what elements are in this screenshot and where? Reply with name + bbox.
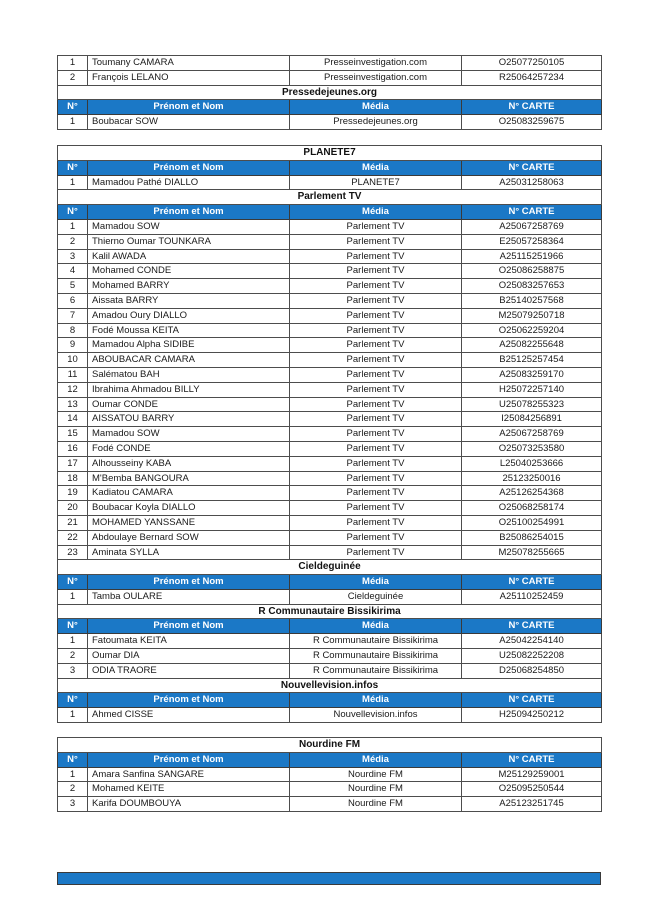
table-row bbox=[58, 249, 602, 264]
section-title-row bbox=[58, 145, 602, 160]
column-header: Média bbox=[290, 752, 462, 767]
section-title-row bbox=[58, 678, 602, 693]
media-cell: R Communautaire Bissikirima bbox=[290, 634, 462, 649]
card-number-cell: R25064257234 bbox=[462, 70, 602, 85]
name-cell: ODIA TRAORE bbox=[88, 663, 290, 678]
section-title: Nourdine FM bbox=[58, 738, 602, 753]
row-number-cell: 20 bbox=[58, 501, 88, 516]
media-cell: Parlement TV bbox=[290, 249, 462, 264]
table-row bbox=[58, 412, 602, 427]
name-cell: Salématou BAH bbox=[88, 367, 290, 382]
row-number-cell: 5 bbox=[58, 279, 88, 294]
column-header-row bbox=[58, 619, 602, 634]
press-card-tables bbox=[57, 55, 602, 812]
table-row bbox=[58, 234, 602, 249]
name-cell: Amadou Oury DIALLO bbox=[88, 308, 290, 323]
media-cell: Nouvellevision.infos bbox=[290, 708, 462, 723]
column-header: N° bbox=[58, 693, 88, 708]
media-cell: Presseinvestigation.com bbox=[290, 70, 462, 85]
row-number-cell: 1 bbox=[58, 589, 88, 604]
row-number-cell: 1 bbox=[58, 767, 88, 782]
column-header: Prénom et Nom bbox=[88, 205, 290, 220]
card-number-cell: M25079250718 bbox=[462, 308, 602, 323]
row-number-cell: 1 bbox=[58, 634, 88, 649]
row-number-cell: 2 bbox=[58, 234, 88, 249]
media-cell: Parlement TV bbox=[290, 279, 462, 294]
card-number-cell: D25068254850 bbox=[462, 663, 602, 678]
table-row bbox=[58, 219, 602, 234]
card-number-cell: B25086254015 bbox=[462, 530, 602, 545]
card-number-cell: H25072257140 bbox=[462, 382, 602, 397]
media-cell: Parlement TV bbox=[290, 264, 462, 279]
column-header: Prénom et Nom bbox=[88, 575, 290, 590]
name-cell: Mamadou Alpha SIDIBE bbox=[88, 338, 290, 353]
name-cell: Tamba OULARE bbox=[88, 589, 290, 604]
card-number-cell: A25110252459 bbox=[462, 589, 602, 604]
next-table-partial-header-bar bbox=[57, 872, 601, 885]
card-number-cell: B25140257568 bbox=[462, 293, 602, 308]
media-cell: Parlement TV bbox=[290, 323, 462, 338]
section-title-row bbox=[58, 560, 602, 575]
row-number-cell: 14 bbox=[58, 412, 88, 427]
media-cell: Parlement TV bbox=[290, 338, 462, 353]
media-cell: R Communautaire Bissikirima bbox=[290, 649, 462, 664]
table-row bbox=[58, 545, 602, 560]
table-row bbox=[58, 589, 602, 604]
media-cell: Parlement TV bbox=[290, 486, 462, 501]
table-row bbox=[58, 634, 602, 649]
row-number-cell: 6 bbox=[58, 293, 88, 308]
media-cell: Parlement TV bbox=[290, 441, 462, 456]
name-cell: Aminata SYLLA bbox=[88, 545, 290, 560]
column-header: Média bbox=[290, 575, 462, 590]
card-number-cell: 25123250016 bbox=[462, 471, 602, 486]
table-row bbox=[58, 397, 602, 412]
table-row bbox=[58, 456, 602, 471]
media-cell: Parlement TV bbox=[290, 412, 462, 427]
table-row bbox=[58, 308, 602, 323]
row-number-cell: 18 bbox=[58, 471, 88, 486]
name-cell: Abdoulaye Bernard SOW bbox=[88, 530, 290, 545]
column-header: Prénom et Nom bbox=[88, 752, 290, 767]
column-header: Prénom et Nom bbox=[88, 693, 290, 708]
row-number-cell: 3 bbox=[58, 797, 88, 812]
row-number-cell: 10 bbox=[58, 353, 88, 368]
card-number-cell: A25042254140 bbox=[462, 634, 602, 649]
row-number-cell: 21 bbox=[58, 515, 88, 530]
row-number-cell: 23 bbox=[58, 545, 88, 560]
card-number-cell: O25100254991 bbox=[462, 515, 602, 530]
name-cell: Kadiatou CAMARA bbox=[88, 486, 290, 501]
name-cell: Mohamed CONDE bbox=[88, 264, 290, 279]
card-number-cell: O25073253580 bbox=[462, 441, 602, 456]
media-cell: PLANETE7 bbox=[290, 175, 462, 190]
section-title: Nouvellevision.infos bbox=[58, 678, 602, 693]
table-row bbox=[58, 264, 602, 279]
table-row bbox=[58, 323, 602, 338]
row-number-cell: 15 bbox=[58, 427, 88, 442]
name-cell: M'Bemba BANGOURA bbox=[88, 471, 290, 486]
media-cell: Nourdine FM bbox=[290, 782, 462, 797]
media-cell: Nourdine FM bbox=[290, 797, 462, 812]
card-number-cell: O25083259675 bbox=[462, 115, 602, 130]
card-number-cell: A25067258769 bbox=[462, 219, 602, 234]
table-row bbox=[58, 441, 602, 456]
table-row bbox=[58, 708, 602, 723]
row-number-cell: 2 bbox=[58, 649, 88, 664]
media-cell: Parlement TV bbox=[290, 293, 462, 308]
name-cell: Mamadou SOW bbox=[88, 219, 290, 234]
row-number-cell: 1 bbox=[58, 219, 88, 234]
card-number-cell: U25078255323 bbox=[462, 397, 602, 412]
column-header: Média bbox=[290, 693, 462, 708]
media-cell: Cieldeguinée bbox=[290, 589, 462, 604]
media-cell: Parlement TV bbox=[290, 397, 462, 412]
media-cell: Parlement TV bbox=[290, 471, 462, 486]
name-cell: Mohamed BARRY bbox=[88, 279, 290, 294]
name-cell: Ibrahima Ahmadou BILLY bbox=[88, 382, 290, 397]
column-header: Média bbox=[290, 160, 462, 175]
card-number-cell: A25115251966 bbox=[462, 249, 602, 264]
card-number-cell: M25129259001 bbox=[462, 767, 602, 782]
section-title: Parlement TV bbox=[58, 190, 602, 205]
row-number-cell: 1 bbox=[58, 115, 88, 130]
media-card-table bbox=[57, 737, 602, 812]
table-row bbox=[58, 293, 602, 308]
column-header-row bbox=[58, 575, 602, 590]
section-title: R Communautaire Bissikirima bbox=[58, 604, 602, 619]
table-row bbox=[58, 530, 602, 545]
row-number-cell: 19 bbox=[58, 486, 88, 501]
card-number-cell: A25031258063 bbox=[462, 175, 602, 190]
row-number-cell: 4 bbox=[58, 264, 88, 279]
column-header: Prénom et Nom bbox=[88, 160, 290, 175]
name-cell: Aissata BARRY bbox=[88, 293, 290, 308]
media-cell: Parlement TV bbox=[290, 501, 462, 516]
name-cell: Ahmed CISSE bbox=[88, 708, 290, 723]
name-cell: Fodé CONDE bbox=[88, 441, 290, 456]
section-title-row bbox=[58, 190, 602, 205]
column-header: Prénom et Nom bbox=[88, 619, 290, 634]
name-cell: ABOUBACAR CAMARA bbox=[88, 353, 290, 368]
table-row bbox=[58, 501, 602, 516]
table-gap bbox=[57, 130, 602, 145]
card-number-cell: U25082252208 bbox=[462, 649, 602, 664]
media-cell: Parlement TV bbox=[290, 308, 462, 323]
table-row bbox=[58, 782, 602, 797]
table-row bbox=[58, 515, 602, 530]
column-header: Prénom et Nom bbox=[88, 100, 290, 115]
card-number-cell: A25083259170 bbox=[462, 367, 602, 382]
media-cell: Presseinvestigation.com bbox=[290, 56, 462, 71]
name-cell: Oumar DIA bbox=[88, 649, 290, 664]
card-number-cell: L25040253666 bbox=[462, 456, 602, 471]
card-number-cell: A25082255648 bbox=[462, 338, 602, 353]
column-header-row bbox=[58, 752, 602, 767]
name-cell: Kalil AWADA bbox=[88, 249, 290, 264]
media-cell: Pressedejeunes.org bbox=[290, 115, 462, 130]
name-cell: Toumany CAMARA bbox=[88, 56, 290, 71]
table-row bbox=[58, 353, 602, 368]
section-title: Cieldeguinée bbox=[58, 560, 602, 575]
card-number-cell: O25077250105 bbox=[462, 56, 602, 71]
media-cell: Nourdine FM bbox=[290, 767, 462, 782]
name-cell: AISSATOU BARRY bbox=[88, 412, 290, 427]
column-header: N° CARTE bbox=[462, 693, 602, 708]
column-header-row bbox=[58, 205, 602, 220]
section-title: PLANETE7 bbox=[58, 145, 602, 160]
table-row bbox=[58, 382, 602, 397]
section-title-row bbox=[58, 85, 602, 100]
row-number-cell: 2 bbox=[58, 70, 88, 85]
card-number-cell: O25086258875 bbox=[462, 264, 602, 279]
media-cell: Parlement TV bbox=[290, 545, 462, 560]
table-row bbox=[58, 338, 602, 353]
table-row bbox=[58, 797, 602, 812]
section-title: Pressedejeunes.org bbox=[58, 85, 602, 100]
column-header: N° bbox=[58, 752, 88, 767]
row-number-cell: 9 bbox=[58, 338, 88, 353]
column-header: N° bbox=[58, 575, 88, 590]
name-cell: Karifa DOUMBOUYA bbox=[88, 797, 290, 812]
name-cell: Mamadou SOW bbox=[88, 427, 290, 442]
table-row bbox=[58, 175, 602, 190]
table-row bbox=[58, 56, 602, 71]
name-cell: Alhousseiny KABA bbox=[88, 456, 290, 471]
card-number-cell: A25126254368 bbox=[462, 486, 602, 501]
row-number-cell: 12 bbox=[58, 382, 88, 397]
column-header: Média bbox=[290, 619, 462, 634]
table-row bbox=[58, 367, 602, 382]
table-row bbox=[58, 663, 602, 678]
table-row bbox=[58, 649, 602, 664]
card-number-cell: O25068258174 bbox=[462, 501, 602, 516]
card-number-cell: M25078255665 bbox=[462, 545, 602, 560]
column-header: N° CARTE bbox=[462, 752, 602, 767]
section-title-row bbox=[58, 604, 602, 619]
name-cell: Mamadou Pathé DIALLO bbox=[88, 175, 290, 190]
row-number-cell: 1 bbox=[58, 175, 88, 190]
column-header-row bbox=[58, 693, 602, 708]
media-cell: Parlement TV bbox=[290, 219, 462, 234]
column-header: N° bbox=[58, 100, 88, 115]
card-number-cell: E25057258364 bbox=[462, 234, 602, 249]
row-number-cell: 16 bbox=[58, 441, 88, 456]
media-cell: Parlement TV bbox=[290, 367, 462, 382]
name-cell: Oumar CONDE bbox=[88, 397, 290, 412]
name-cell: Boubacar SOW bbox=[88, 115, 290, 130]
table-gap bbox=[57, 723, 602, 737]
row-number-cell: 2 bbox=[58, 782, 88, 797]
column-header: N° CARTE bbox=[462, 205, 602, 220]
media-cell: Parlement TV bbox=[290, 234, 462, 249]
name-cell: Fodé Moussa KEITA bbox=[88, 323, 290, 338]
card-number-cell: O25062259204 bbox=[462, 323, 602, 338]
table-row bbox=[58, 471, 602, 486]
card-number-cell: A25067258769 bbox=[462, 427, 602, 442]
name-cell: Mohamed KEITE bbox=[88, 782, 290, 797]
table-row bbox=[58, 279, 602, 294]
table-row bbox=[58, 767, 602, 782]
row-number-cell: 7 bbox=[58, 308, 88, 323]
media-cell: Parlement TV bbox=[290, 515, 462, 530]
row-number-cell: 11 bbox=[58, 367, 88, 382]
name-cell: MOHAMED YANSSANE bbox=[88, 515, 290, 530]
column-header: N° CARTE bbox=[462, 619, 602, 634]
row-number-cell: 1 bbox=[58, 708, 88, 723]
column-header: N° CARTE bbox=[462, 575, 602, 590]
media-cell: Parlement TV bbox=[290, 456, 462, 471]
media-cell: Parlement TV bbox=[290, 353, 462, 368]
name-cell: Fatoumata KEITA bbox=[88, 634, 290, 649]
media-cell: Parlement TV bbox=[290, 382, 462, 397]
column-header: N° bbox=[58, 160, 88, 175]
column-header: N° CARTE bbox=[462, 160, 602, 175]
table-row bbox=[58, 427, 602, 442]
column-header: N° CARTE bbox=[462, 100, 602, 115]
table-row bbox=[58, 115, 602, 130]
card-number-cell: I25084256891 bbox=[462, 412, 602, 427]
row-number-cell: 3 bbox=[58, 663, 88, 678]
card-number-cell: H25094250212 bbox=[462, 708, 602, 723]
row-number-cell: 13 bbox=[58, 397, 88, 412]
card-number-cell: O25095250544 bbox=[462, 782, 602, 797]
row-number-cell: 8 bbox=[58, 323, 88, 338]
card-number-cell: A25123251745 bbox=[462, 797, 602, 812]
row-number-cell: 17 bbox=[58, 456, 88, 471]
name-cell: François LELANO bbox=[88, 70, 290, 85]
name-cell: Amara Sanfina SANGARE bbox=[88, 767, 290, 782]
section-title-row bbox=[58, 738, 602, 753]
table-row bbox=[58, 486, 602, 501]
media-cell: Parlement TV bbox=[290, 530, 462, 545]
column-header-row bbox=[58, 100, 602, 115]
name-cell: Thierno Oumar TOUNKARA bbox=[88, 234, 290, 249]
card-number-cell: B25125257454 bbox=[462, 353, 602, 368]
row-number-cell: 1 bbox=[58, 56, 88, 71]
card-number-cell: O25083257653 bbox=[462, 279, 602, 294]
column-header: Média bbox=[290, 100, 462, 115]
table-row bbox=[58, 70, 602, 85]
column-header: N° bbox=[58, 205, 88, 220]
media-cell: Parlement TV bbox=[290, 427, 462, 442]
media-cell: R Communautaire Bissikirima bbox=[290, 663, 462, 678]
row-number-cell: 3 bbox=[58, 249, 88, 264]
row-number-cell: 22 bbox=[58, 530, 88, 545]
column-header: Média bbox=[290, 205, 462, 220]
column-header-row bbox=[58, 160, 602, 175]
media-card-table bbox=[57, 55, 602, 130]
column-header: N° bbox=[58, 619, 88, 634]
name-cell: Boubacar Koyla DIALLO bbox=[88, 501, 290, 516]
media-card-table bbox=[57, 145, 602, 723]
